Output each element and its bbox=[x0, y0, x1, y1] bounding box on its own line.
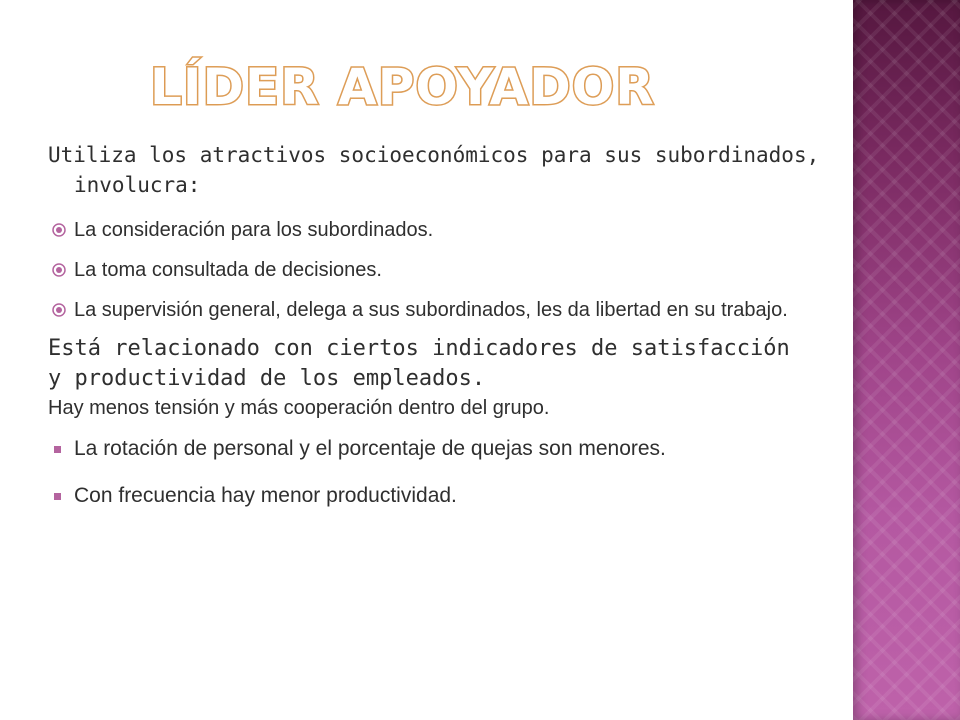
relation-line-1: Está relacionado con ciertos indicadores de satisfacción bbox=[48, 336, 790, 361]
bullet-text: La supervisión general, delega a sus subordinados, les da libertad en su trabajo. bbox=[74, 299, 788, 321]
secondary-bullet-list bbox=[48, 434, 848, 510]
bullet-text: La toma consultada de decisiones. bbox=[74, 259, 382, 281]
list-item bbox=[48, 256, 848, 284]
square-bullet-icon bbox=[54, 493, 61, 500]
relation-paragraph bbox=[48, 334, 848, 422]
relation-line-3: Hay menos tensión y más cooperación dentro del grupo. bbox=[48, 397, 550, 419]
bullet-text: La rotación de personal y el porcentaje de quejas son menores. bbox=[74, 437, 666, 460]
square-bullet-icon bbox=[54, 446, 61, 453]
relation-line-2: y productividad de los empleados. bbox=[48, 366, 486, 391]
list-item bbox=[48, 296, 848, 324]
primary-bullet-list bbox=[48, 216, 848, 324]
circle-target-icon bbox=[52, 303, 66, 317]
list-item bbox=[48, 434, 848, 463]
slide-title: LÍDER APOYADOR bbox=[150, 58, 655, 116]
decorative-side-band bbox=[853, 0, 960, 720]
bullet-text: Con frecuencia hay menor productividad. bbox=[74, 484, 457, 507]
list-item bbox=[48, 481, 848, 510]
circle-target-icon bbox=[52, 263, 66, 277]
intro-paragraph: Utiliza los atractivos socioeconómicos para sus subordinados, involucra: bbox=[48, 143, 820, 197]
bullet-text: La consideración para los subordinados. bbox=[74, 219, 434, 241]
slide-content bbox=[48, 140, 848, 528]
list-item bbox=[48, 216, 848, 244]
circle-target-icon bbox=[52, 223, 66, 237]
